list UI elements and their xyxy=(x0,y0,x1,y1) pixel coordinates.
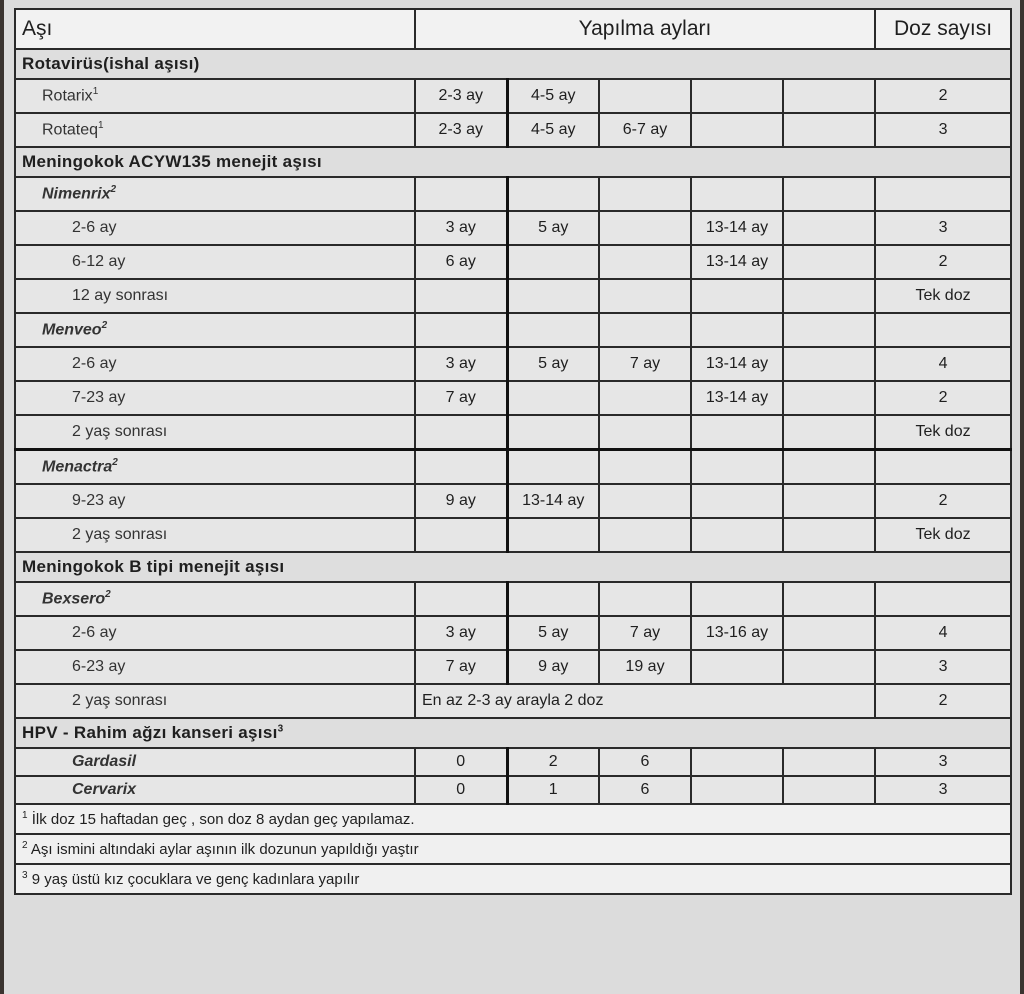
footnote-row xyxy=(15,864,1011,894)
schedule-cell: 3 ay xyxy=(415,211,507,245)
table-row xyxy=(15,650,1011,684)
table-row xyxy=(15,113,1011,147)
schedule-cell xyxy=(783,79,875,113)
schedule-cell xyxy=(783,313,875,347)
schedule-cell xyxy=(783,177,875,211)
schedule-cell xyxy=(599,279,691,313)
brand-name-text: Menveo xyxy=(42,321,102,339)
schedule-cell xyxy=(507,415,599,450)
schedule-cell: 5 ay xyxy=(507,211,599,245)
schedule-cell: 7 ay xyxy=(415,381,507,415)
schedule-cell xyxy=(783,616,875,650)
table-row xyxy=(15,347,1011,381)
schedule-cell xyxy=(691,484,783,518)
row-label-text: 2-6 ay xyxy=(72,355,117,372)
footnote xyxy=(15,804,1011,834)
dose-count-cell: Tek doz xyxy=(875,518,1011,552)
schedule-cell: 5 ay xyxy=(507,616,599,650)
schedule-cell: 7 ay xyxy=(415,650,507,684)
schedule-cell xyxy=(507,177,599,211)
schedule-cell xyxy=(507,313,599,347)
header-vaccine: Aşı xyxy=(15,9,415,49)
schedule-cell: 13-14 ay xyxy=(691,381,783,415)
dose-count-cell: Tek doz xyxy=(875,279,1011,313)
schedule-cell: 3 ay xyxy=(415,616,507,650)
schedule-cell: 0 xyxy=(415,748,507,776)
row-label-text: 2 yaş sonrası xyxy=(72,526,168,543)
dose-count-cell: 3 xyxy=(875,776,1011,804)
row-label xyxy=(15,518,415,552)
schedule-cell xyxy=(783,245,875,279)
section-title xyxy=(15,49,1011,79)
section-title-text: Meningokok B tipi menejit aşısı xyxy=(22,557,285,576)
row-label xyxy=(15,279,415,313)
schedule-cell xyxy=(783,347,875,381)
schedule-cell: 9 ay xyxy=(507,650,599,684)
schedule-cell xyxy=(415,279,507,313)
table-row xyxy=(15,684,1011,718)
schedule-cell xyxy=(507,518,599,552)
schedule-cell: 6 ay xyxy=(415,245,507,279)
schedule-cell xyxy=(691,313,783,347)
schedule-cell xyxy=(691,177,783,211)
section-title xyxy=(15,718,1011,748)
schedule-cell xyxy=(783,113,875,147)
schedule-cell: 1 xyxy=(507,776,599,804)
schedule-cell xyxy=(691,650,783,684)
schedule-cell: 13-16 ay xyxy=(691,616,783,650)
schedule-cell xyxy=(599,79,691,113)
schedule-cell xyxy=(415,177,507,211)
footnote xyxy=(15,834,1011,864)
footnote-row xyxy=(15,804,1011,834)
dose-count-cell xyxy=(875,450,1011,485)
schedule-cell xyxy=(415,313,507,347)
schedule-cell xyxy=(599,582,691,616)
row-label xyxy=(15,748,415,776)
schedule-cell: 13-14 ay xyxy=(691,245,783,279)
schedule-cell: 5 ay xyxy=(507,347,599,381)
schedule-cell xyxy=(599,415,691,450)
table-row xyxy=(15,245,1011,279)
schedule-cell xyxy=(691,450,783,485)
header-doses: Doz sayısı xyxy=(875,9,1011,49)
section-title-text: HPV - Rahim ağzı kanseri aşısı xyxy=(22,723,278,742)
footnote-marker: 2 xyxy=(22,840,28,851)
dose-count-cell: Tek doz xyxy=(875,415,1011,450)
schedule-cell xyxy=(783,279,875,313)
vaccine-brand-row xyxy=(15,582,1011,616)
schedule-cell: 6 xyxy=(599,748,691,776)
table-row xyxy=(15,211,1011,245)
schedule-cell xyxy=(783,518,875,552)
schedule-cell: 4-5 ay xyxy=(507,79,599,113)
row-label xyxy=(15,776,415,804)
section-row xyxy=(15,718,1011,748)
row-label-text: 7-23 ay xyxy=(72,389,126,406)
table-header-row xyxy=(15,9,1011,49)
footnote-row xyxy=(15,834,1011,864)
schedule-cell xyxy=(415,582,507,616)
footnote-marker: 2 xyxy=(101,320,108,332)
table-row xyxy=(15,616,1011,650)
schedule-cell xyxy=(691,415,783,450)
footnote-marker: 2 xyxy=(105,589,111,601)
table-row xyxy=(15,381,1011,415)
dose-count-cell: 3 xyxy=(875,650,1011,684)
brand-name-text: Nimenrix xyxy=(42,185,111,203)
row-label xyxy=(15,211,415,245)
schedule-cell: 7 ay xyxy=(599,347,691,381)
row-label xyxy=(15,113,415,147)
section-row xyxy=(15,147,1011,177)
schedule-cell xyxy=(691,748,783,776)
schedule-cell xyxy=(783,211,875,245)
dose-count-cell: 2 xyxy=(875,245,1011,279)
dose-count-cell: 2 xyxy=(875,79,1011,113)
vaccine-brand-name xyxy=(15,313,415,347)
vaccine-brand-row xyxy=(15,177,1011,211)
schedule-cell xyxy=(599,450,691,485)
dose-count-cell: 4 xyxy=(875,347,1011,381)
schedule-cell: 9 ay xyxy=(415,484,507,518)
dose-count-cell: 2 xyxy=(875,381,1011,415)
dose-count-cell: 4 xyxy=(875,616,1011,650)
schedule-cell: 4-5 ay xyxy=(507,113,599,147)
section-row xyxy=(15,552,1011,582)
schedule-cell: 13-14 ay xyxy=(691,347,783,381)
schedule-cell xyxy=(691,113,783,147)
brand-name-text: Menactra xyxy=(42,458,113,476)
schedule-cell xyxy=(507,381,599,415)
schedule-cell xyxy=(783,415,875,450)
schedule-cell xyxy=(415,518,507,552)
row-label xyxy=(15,684,415,718)
vaccine-schedule-table xyxy=(14,8,1012,895)
row-label-text: 2-6 ay xyxy=(72,624,117,641)
row-label xyxy=(15,616,415,650)
schedule-cell: 19 ay xyxy=(599,650,691,684)
schedule-cell xyxy=(783,748,875,776)
row-label-text: 6-23 ay xyxy=(72,658,126,675)
schedule-cell xyxy=(507,450,599,485)
vaccine-brand-name xyxy=(15,582,415,616)
schedule-cell: 7 ay xyxy=(599,616,691,650)
row-label-text: 12 ay sonrası xyxy=(72,287,169,304)
footnote-text: Aşı ismini altındaki aylar aşının ilk dozunun yapıldığı yaştır xyxy=(30,841,419,858)
schedule-cell xyxy=(691,279,783,313)
dose-count-cell: 3 xyxy=(875,211,1011,245)
footnote-text: 9 yaş üstü kız çocuklara ve genç kadınlara yapılır xyxy=(31,871,360,888)
row-label-text: 2 yaş sonrası xyxy=(72,692,168,709)
schedule-cell xyxy=(599,381,691,415)
header-months: Yapılma ayları xyxy=(415,9,875,49)
table-row xyxy=(15,415,1011,450)
schedule-cell xyxy=(507,279,599,313)
footnote-marker: 2 xyxy=(110,184,117,196)
schedule-cell xyxy=(507,245,599,279)
table-row xyxy=(15,484,1011,518)
table-row xyxy=(15,79,1011,113)
row-label-text: 2-6 ay xyxy=(72,219,117,236)
schedule-cell xyxy=(783,776,875,804)
vaccine-brand-row xyxy=(15,450,1011,485)
schedule-cell xyxy=(507,582,599,616)
row-label xyxy=(15,415,415,450)
schedule-cell: 3 ay xyxy=(415,347,507,381)
table-row xyxy=(15,776,1011,804)
row-label-text: 2 yaş sonrası xyxy=(72,423,168,440)
row-label xyxy=(15,79,415,113)
schedule-cell: 2-3 ay xyxy=(415,79,507,113)
schedule-cell xyxy=(783,381,875,415)
section-row xyxy=(15,49,1011,79)
row-label xyxy=(15,381,415,415)
schedule-cell: 2 xyxy=(507,748,599,776)
row-label-text: Gardasil xyxy=(72,753,137,770)
schedule-cell xyxy=(415,450,507,485)
section-title xyxy=(15,552,1011,582)
footnote-marker: 2 xyxy=(112,457,118,469)
vaccine-brand-name xyxy=(15,177,415,211)
table-row xyxy=(15,748,1011,776)
row-label xyxy=(15,347,415,381)
row-label xyxy=(15,650,415,684)
schedule-cell xyxy=(599,211,691,245)
schedule-cell xyxy=(783,484,875,518)
schedule-cell xyxy=(691,518,783,552)
schedule-cell xyxy=(599,484,691,518)
dose-count-cell xyxy=(875,582,1011,616)
table-row xyxy=(15,518,1011,552)
brand-name-text: Bexsero xyxy=(42,590,106,608)
row-label xyxy=(15,245,415,279)
footnote-marker: 1 xyxy=(22,810,28,821)
dose-count-cell xyxy=(875,313,1011,347)
dose-count-cell: 3 xyxy=(875,748,1011,776)
schedule-cell xyxy=(599,245,691,279)
vaccine-brand-row xyxy=(15,313,1011,347)
dose-count-cell: 3 xyxy=(875,113,1011,147)
row-label-text: Rotateq xyxy=(42,121,99,139)
schedule-merged-cell: En az 2-3 ay arayla 2 doz xyxy=(415,684,875,718)
footnote-marker: 3 xyxy=(277,723,284,735)
schedule-cell: 13-14 ay xyxy=(691,211,783,245)
section-title-text: Meningokok ACYW135 menejit aşısı xyxy=(22,152,322,171)
schedule-cell: 6-7 ay xyxy=(599,113,691,147)
schedule-cell xyxy=(599,518,691,552)
schedule-cell xyxy=(691,776,783,804)
dose-count-cell: 2 xyxy=(875,684,1011,718)
row-label xyxy=(15,484,415,518)
row-label-text: 6-12 ay xyxy=(72,253,126,270)
row-label-text: 9-23 ay xyxy=(72,492,126,509)
vaccine-brand-name xyxy=(15,450,415,485)
schedule-cell xyxy=(599,313,691,347)
section-title-text: Rotavirüs(ishal aşısı) xyxy=(22,54,200,73)
schedule-cell xyxy=(415,415,507,450)
row-label-text: Rotarix xyxy=(42,87,93,105)
schedule-cell xyxy=(599,177,691,211)
schedule-cell xyxy=(783,650,875,684)
schedule-cell xyxy=(691,79,783,113)
schedule-cell xyxy=(783,582,875,616)
schedule-cell: 0 xyxy=(415,776,507,804)
schedule-cell: 6 xyxy=(599,776,691,804)
footnote xyxy=(15,864,1011,894)
section-title xyxy=(15,147,1011,177)
footnote-marker: 3 xyxy=(22,870,28,881)
footnote-marker: 1 xyxy=(92,86,99,98)
dose-count-cell: 2 xyxy=(875,484,1011,518)
footnote-marker: 1 xyxy=(98,120,104,132)
schedule-cell: 13-14 ay xyxy=(507,484,599,518)
schedule-cell xyxy=(783,450,875,485)
vaccine-schedule-sheet xyxy=(4,0,1020,994)
row-label-text: Cervarix xyxy=(72,781,137,798)
table-row xyxy=(15,279,1011,313)
schedule-cell xyxy=(691,582,783,616)
schedule-cell: 2-3 ay xyxy=(415,113,507,147)
dose-count-cell xyxy=(875,177,1011,211)
footnote-text: İlk doz 15 haftadan geç , son doz 8 aydan geç yapılamaz. xyxy=(31,811,415,828)
